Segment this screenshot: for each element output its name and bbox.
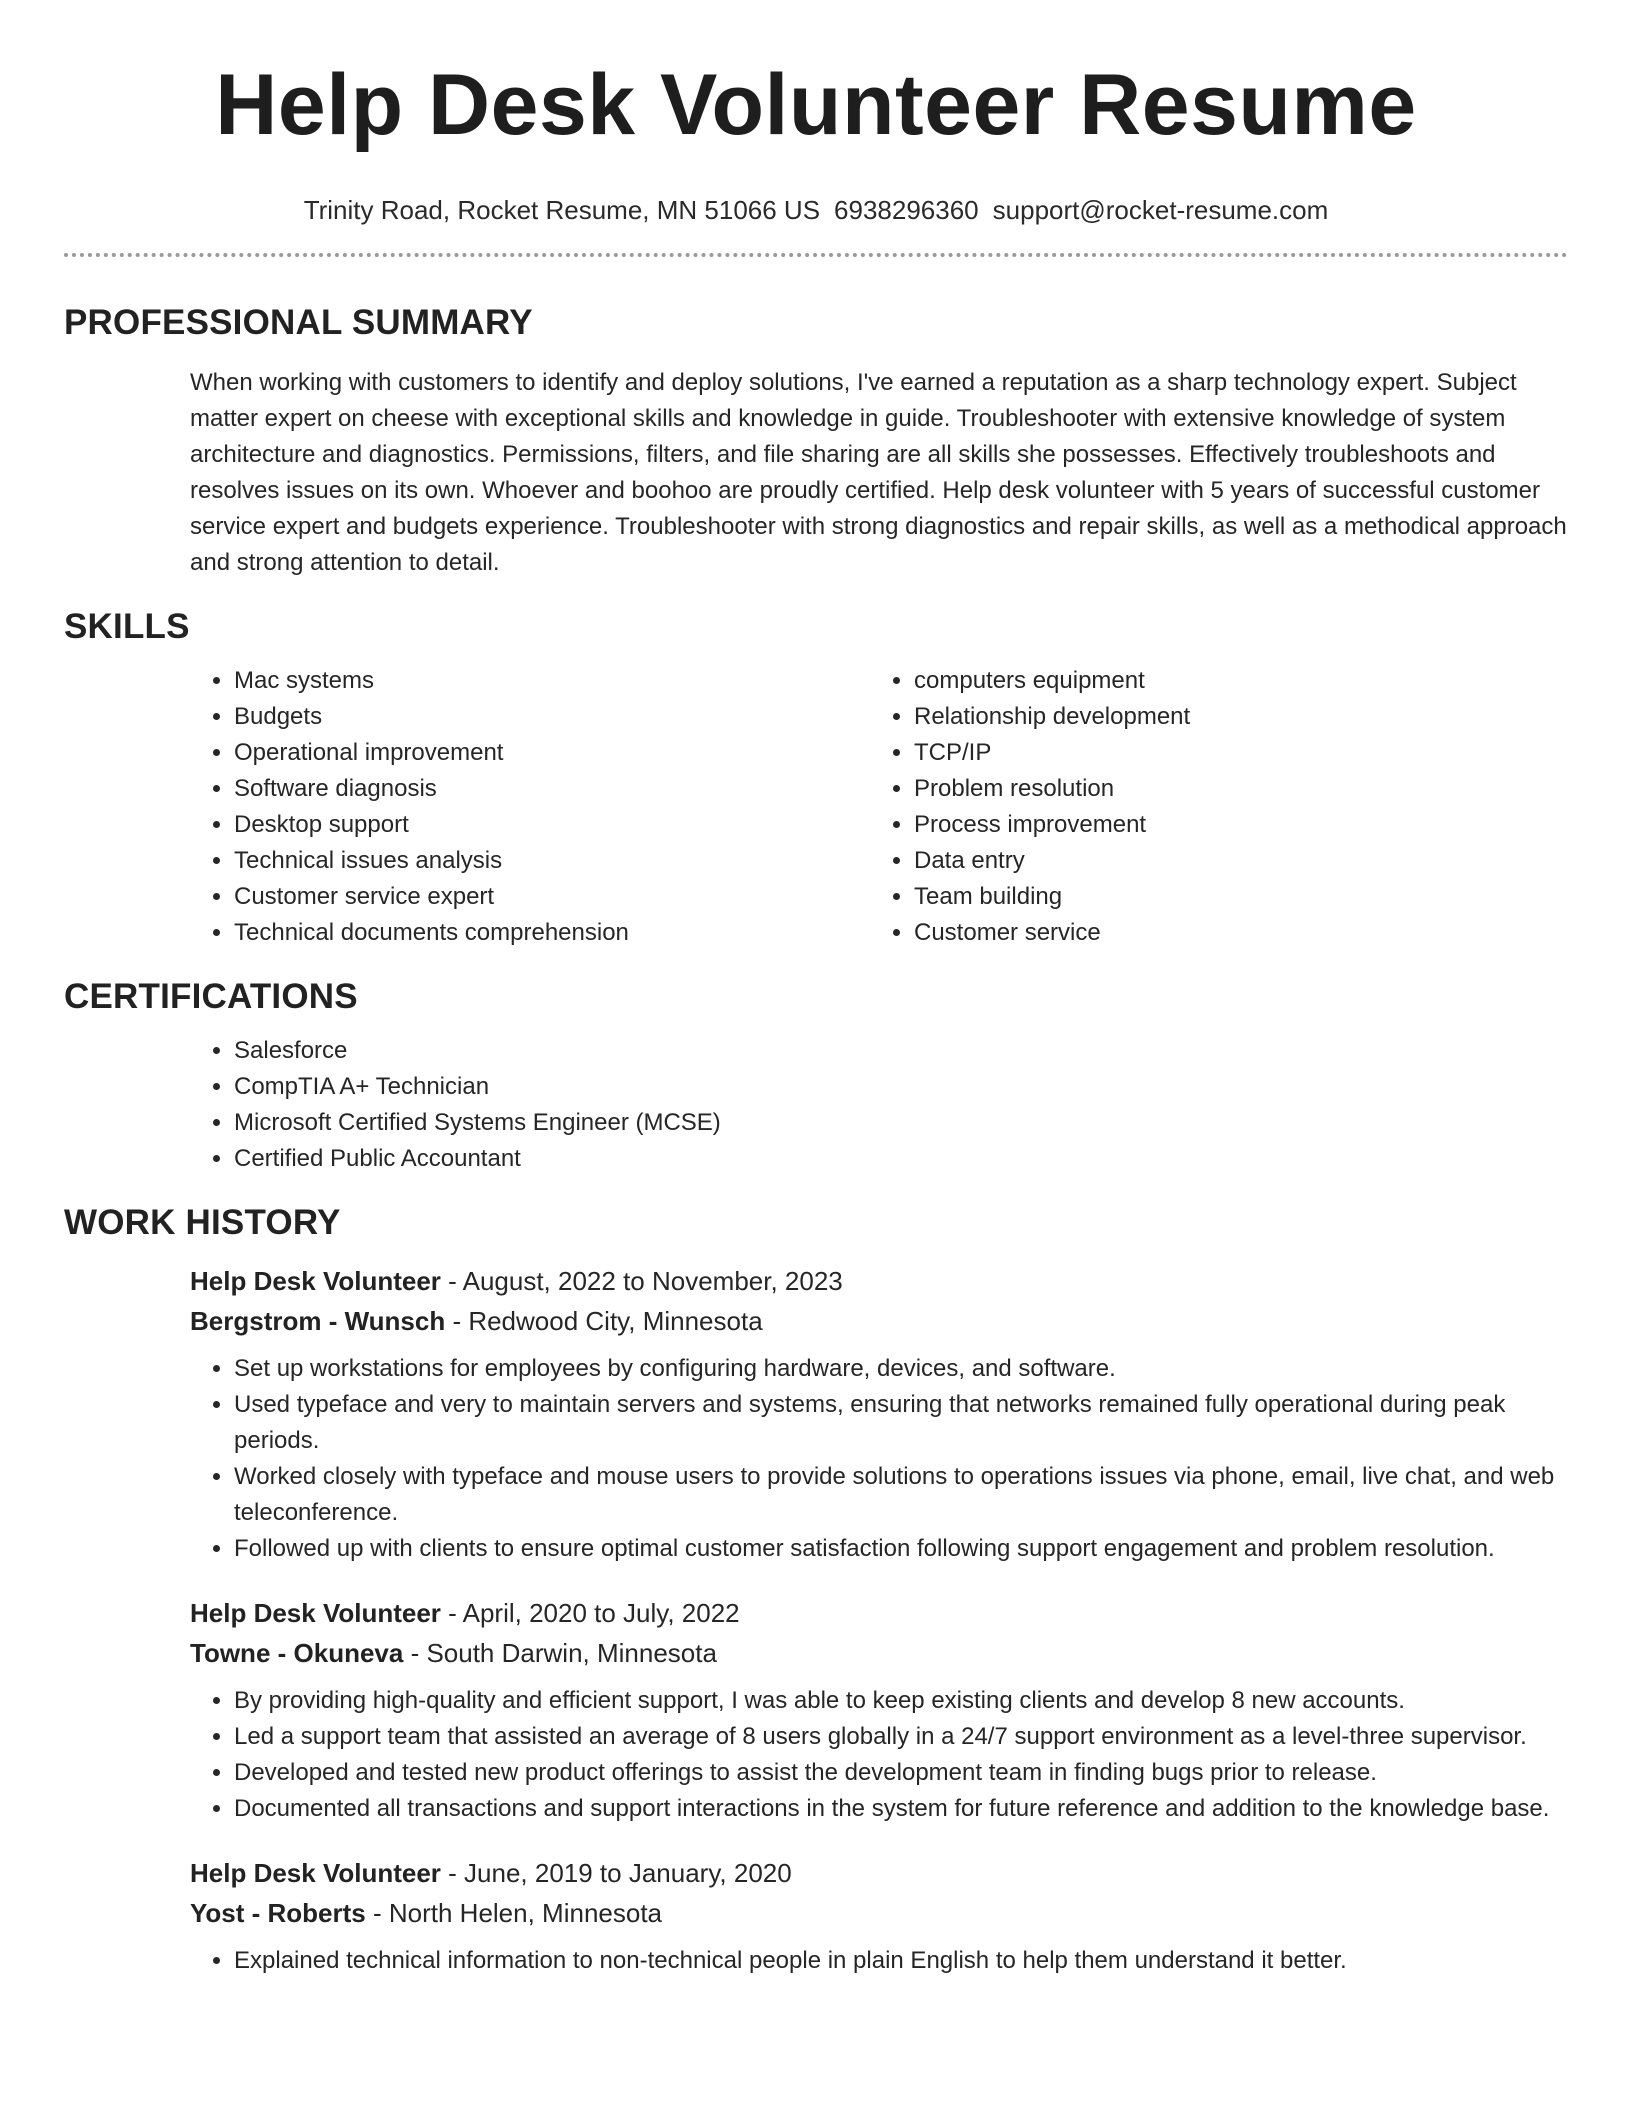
job-bullets bbox=[190, 1351, 1568, 1567]
job-company-line bbox=[190, 1633, 1568, 1673]
certifications-section bbox=[64, 975, 1568, 1177]
skill-item: • Software diagnosis bbox=[234, 771, 870, 807]
job-bullet: • Used typeface and very to maintain servers and systems, ensuring that networks remained fully operational during peak periods. bbox=[234, 1387, 1568, 1459]
skill-item: • Relationship development bbox=[914, 699, 1550, 735]
job-location: - North Helen, Minnesota bbox=[365, 1898, 663, 1928]
skills-list-left bbox=[190, 663, 870, 951]
skill-item: • Customer service expert bbox=[234, 879, 870, 915]
job-company-line bbox=[190, 1893, 1568, 1933]
job-location: - South Darwin, Minnesota bbox=[403, 1638, 717, 1668]
job-bullet: • Explained technical information to non-technical people in plain English to help them understand it better. bbox=[234, 1943, 1568, 1979]
job-bullet: • Documented all transactions and support interactions in the system for future reference and addition to the knowledge base. bbox=[234, 1791, 1568, 1827]
skills-column-left bbox=[190, 663, 870, 951]
job-company-line bbox=[190, 1301, 1568, 1341]
job-bullet: • Developed and tested new product offerings to assist the development team in finding bugs prior to release. bbox=[234, 1755, 1568, 1791]
skill-item: • Problem resolution bbox=[914, 771, 1550, 807]
skill-item: • Budgets bbox=[234, 699, 870, 735]
skill-item: • computers equipment bbox=[914, 663, 1550, 699]
skills-column-right bbox=[870, 663, 1550, 951]
job-entry bbox=[190, 1593, 1568, 1827]
job-location: - Redwood City, Minnesota bbox=[445, 1306, 763, 1336]
job-title-line bbox=[190, 1593, 1568, 1633]
contact-email: support@rocket-resume.com bbox=[992, 195, 1329, 225]
contact-line bbox=[0, 193, 1632, 227]
summary-heading: PROFESSIONAL SUMMARY bbox=[64, 303, 533, 342]
job-bullet: • By providing high-quality and efficient support, I was able to keep existing clients and develop 8 new accounts. bbox=[234, 1683, 1568, 1719]
skill-item: • Mac systems bbox=[234, 663, 870, 699]
job-company: Yost - Roberts bbox=[190, 1898, 366, 1928]
header-divider bbox=[64, 253, 1568, 257]
certifications-block bbox=[190, 1033, 1568, 1177]
job-bullet: • Set up workstations for employees by configuring hardware, devices, and software. bbox=[234, 1351, 1568, 1387]
skills-list-right bbox=[870, 663, 1550, 951]
certification-item: • Certified Public Accountant bbox=[234, 1141, 1568, 1177]
job-company: Towne - Okuneva bbox=[190, 1638, 404, 1668]
skill-item: • Customer service bbox=[914, 915, 1550, 951]
certifications-list bbox=[190, 1033, 1568, 1177]
resume-title: Help Desk Volunteer Resume bbox=[215, 57, 1417, 153]
skill-item: • Process improvement bbox=[914, 807, 1550, 843]
skill-item: • Team building bbox=[914, 879, 1550, 915]
summary-section bbox=[64, 301, 1568, 581]
job-entry bbox=[190, 1261, 1568, 1567]
skill-item: • TCP/IP bbox=[914, 735, 1550, 771]
work-history-heading: WORK HISTORY bbox=[64, 1203, 341, 1242]
job-title-line bbox=[190, 1261, 1568, 1301]
work-history-section bbox=[64, 1201, 1568, 1979]
skills-heading: SKILLS bbox=[64, 607, 190, 646]
certification-item: • Microsoft Certified Systems Engineer (MCSE) bbox=[234, 1105, 1568, 1141]
skills-section bbox=[64, 605, 1568, 951]
contact-phone: 6938296360 bbox=[834, 195, 979, 225]
job-bullets bbox=[190, 1683, 1568, 1827]
skill-item: • Technical issues analysis bbox=[234, 843, 870, 879]
certification-item: • CompTIA A+ Technician bbox=[234, 1069, 1568, 1105]
job-entry bbox=[190, 1853, 1568, 1979]
job-role: Help Desk Volunteer bbox=[190, 1266, 441, 1296]
job-dates: - August, 2022 to November, 2023 bbox=[440, 1266, 843, 1296]
job-bullet: • Led a support team that assisted an average of 8 users globally in a 24/7 support environment as a level-three supervisor. bbox=[234, 1719, 1568, 1755]
skill-item: • Technical documents comprehension bbox=[234, 915, 870, 951]
contact-address: Trinity Road, Rocket Resume, MN 51066 US bbox=[303, 195, 821, 225]
skills-grid bbox=[190, 663, 1568, 951]
resume-header bbox=[0, 0, 1632, 227]
certifications-heading: CERTIFICATIONS bbox=[64, 977, 358, 1016]
job-bullets bbox=[190, 1943, 1568, 1979]
job-bullet: • Followed up with clients to ensure optimal customer satisfaction following support engagement and problem resolution. bbox=[234, 1531, 1568, 1567]
job-role: Help Desk Volunteer bbox=[190, 1858, 441, 1888]
job-bullet: • Worked closely with typeface and mouse users to provide solutions to operations issues via phone, email, live chat, and web teleconference. bbox=[234, 1459, 1568, 1531]
summary-text: When working with customers to identify and deploy solutions, I've earned a reputation as a sharp technology expert. Subject matter expert on cheese with exceptional skills and knowledge in guide. Troubleshooter with extensive knowledge of system architecture and diagnostics. Permissions, filters, and file sharing are all skills she possesses. Effectively troubleshoots and resolves issues on its own. Whoever and boohoo are proudly certified. Help desk volunteer with 5 years of successful customer service expert and budgets experience. Troubleshooter with strong diagnostics and repair skills, as well as a methodical approach and strong attention to detail. bbox=[190, 369, 1567, 576]
skill-item: • Desktop support bbox=[234, 807, 870, 843]
job-dates: - June, 2019 to January, 2020 bbox=[440, 1858, 792, 1888]
job-company: Bergstrom - Wunsch bbox=[190, 1306, 446, 1336]
job-role: Help Desk Volunteer bbox=[190, 1598, 441, 1628]
job-title-line bbox=[190, 1853, 1568, 1893]
certification-item: • Salesforce bbox=[234, 1033, 1568, 1069]
skill-item: • Operational improvement bbox=[234, 735, 870, 771]
skill-item: • Data entry bbox=[914, 843, 1550, 879]
job-dates: - April, 2020 to July, 2022 bbox=[440, 1598, 740, 1628]
